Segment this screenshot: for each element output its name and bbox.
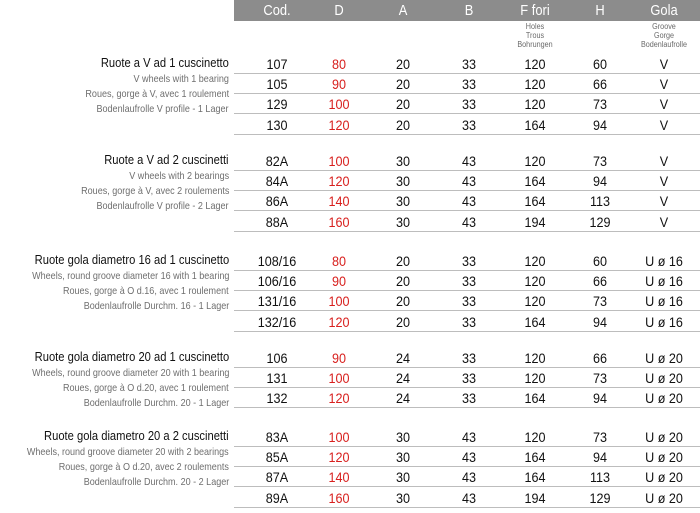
- cell-holes: 164: [524, 116, 546, 133]
- cell-a: 20: [395, 273, 411, 290]
- group-subtitle: Roues, gorge à V, avec 1 roulement: [85, 88, 229, 100]
- cell-b: 43: [461, 449, 477, 466]
- cell-h: 66: [592, 76, 608, 93]
- cell-code: 106/16: [257, 273, 297, 290]
- column-header-groove: Gola: [650, 2, 678, 19]
- cell-a: 24: [395, 350, 411, 366]
- cell-groove: U ø 20: [645, 370, 683, 387]
- cell-d: 140: [328, 193, 350, 210]
- cell-groove: U ø 20: [645, 429, 683, 445]
- cell-b: 43: [461, 153, 477, 169]
- cell-b: 43: [461, 213, 477, 230]
- cell-groove: V: [659, 173, 669, 190]
- row-rule: [234, 270, 700, 271]
- cell-a: 30: [395, 153, 411, 169]
- cell-h: 113: [589, 469, 611, 486]
- column-header-b: B: [464, 2, 474, 19]
- cell-a: 30: [395, 449, 411, 466]
- cell-holes: 164: [524, 313, 546, 330]
- cell-b: 33: [461, 390, 477, 407]
- row-rule: [234, 310, 700, 311]
- row-rule: [234, 73, 700, 74]
- cell-holes: 194: [524, 489, 546, 506]
- cell-groove: U ø 16: [645, 293, 683, 310]
- group-subtitle: Roues, gorge à V, avec 2 roulements: [80, 185, 229, 197]
- row-rule: [234, 290, 700, 291]
- cell-d: 90: [331, 76, 347, 93]
- cell-b: 43: [461, 173, 477, 190]
- cell-holes: 120: [524, 350, 546, 366]
- row-rule: [234, 331, 700, 332]
- cell-holes: 164: [524, 173, 546, 190]
- cell-d: 120: [328, 116, 350, 133]
- cell-a: 20: [395, 293, 411, 310]
- group-subtitle: Wheels, round groove diameter 16 with 1 bearing: [31, 270, 229, 282]
- cell-groove: U ø 20: [645, 449, 683, 466]
- cell-groove: U ø 16: [645, 313, 683, 330]
- cell-code: 85A: [265, 449, 289, 466]
- cell-groove: U ø 20: [645, 390, 683, 407]
- cell-d: 100: [328, 370, 350, 387]
- cell-groove: V: [659, 213, 669, 230]
- cell-holes: 120: [524, 293, 546, 310]
- cell-holes: 120: [524, 96, 546, 113]
- cell-b: 33: [461, 56, 477, 72]
- cell-a: 24: [395, 390, 411, 407]
- holes-sublabel-line: Holes: [525, 22, 545, 31]
- group-title: Ruote a V ad 2 cuscinetti: [104, 152, 229, 167]
- group-subtitle: Bodenlaufrolle Durchm. 16 - 1 Lager: [83, 300, 229, 312]
- cell-groove: V: [659, 153, 669, 169]
- cell-d: 100: [328, 96, 350, 113]
- cell-h: 73: [592, 96, 608, 113]
- cell-b: 33: [461, 293, 477, 310]
- cell-groove: V: [659, 96, 669, 113]
- group-subtitle: Bodenlaufrolle Durchm. 20 - 2 Lager: [83, 476, 229, 488]
- column-header-a: A: [398, 2, 408, 19]
- cell-a: 30: [395, 469, 411, 486]
- cell-d: 100: [328, 293, 350, 310]
- cell-a: 30: [395, 213, 411, 230]
- group-subtitle: Wheels, round groove diameter 20 with 1 bearing: [31, 367, 229, 379]
- cell-h: 60: [592, 56, 608, 72]
- cell-d: 120: [328, 313, 350, 330]
- cell-h: 129: [589, 213, 611, 230]
- column-header-code: Cod.: [263, 2, 291, 19]
- cell-holes: 120: [524, 429, 546, 445]
- cell-b: 33: [461, 253, 477, 269]
- cell-h: 66: [592, 273, 608, 290]
- cell-a: 20: [395, 253, 411, 269]
- cell-h: 94: [592, 313, 608, 330]
- cell-a: 30: [395, 489, 411, 506]
- cell-holes: 120: [524, 76, 546, 93]
- cell-groove: U ø 20: [645, 350, 683, 366]
- group-subtitle: Wheels, round groove diameter 20 with 2 bearings: [27, 446, 229, 458]
- cell-groove: U ø 16: [645, 253, 683, 269]
- row-rule: [234, 93, 700, 94]
- cell-groove: V: [659, 56, 669, 72]
- cell-code: 132/16: [257, 313, 297, 330]
- cell-groove: V: [659, 116, 669, 133]
- group-subtitle: V wheels with 1 bearing: [133, 73, 229, 85]
- cell-code: 107: [266, 56, 288, 72]
- cell-d: 80: [331, 253, 347, 269]
- row-rule: [234, 507, 700, 508]
- cell-code: 108/16: [257, 253, 297, 269]
- cell-code: 132: [266, 390, 288, 407]
- column-header-h: H: [595, 2, 605, 19]
- cell-b: 33: [461, 273, 477, 290]
- row-rule: [234, 367, 700, 368]
- group-title: Ruote gola diametro 16 ad 1 cuscinetto: [34, 252, 229, 267]
- holes-sublabel: [517, 22, 552, 49]
- cell-h: 129: [589, 489, 611, 506]
- cell-h: 94: [592, 173, 608, 190]
- group-subtitle: Roues, gorge à O d.16, avec 1 roulement: [63, 285, 229, 297]
- cell-h: 73: [592, 429, 608, 445]
- cell-a: 20: [395, 96, 411, 113]
- cell-groove: U ø 20: [645, 489, 683, 506]
- cell-d: 160: [328, 489, 350, 506]
- cell-code: 129: [266, 96, 288, 113]
- cell-a: 20: [395, 116, 411, 133]
- groove-sublabel-line: Gorge: [653, 31, 674, 40]
- cell-d: 140: [328, 469, 350, 486]
- cell-code: 88A: [265, 213, 289, 230]
- cell-b: 43: [461, 429, 477, 445]
- cell-code: 89A: [265, 489, 289, 506]
- cell-h: 73: [592, 153, 608, 169]
- cell-holes: 164: [524, 469, 546, 486]
- group-title: Ruote gola diametro 20 ad 1 cuscinetto: [34, 349, 229, 364]
- cell-b: 33: [461, 350, 477, 366]
- cell-b: 33: [461, 96, 477, 113]
- cell-a: 20: [395, 313, 411, 330]
- row-rule: [234, 134, 700, 135]
- cell-d: 90: [331, 273, 347, 290]
- cell-d: 90: [331, 350, 347, 366]
- group-subtitle: Bodenlaufrolle V profile - 2 Lager: [96, 200, 229, 212]
- group-title: Ruote a V ad 1 cuscinetto: [100, 55, 229, 70]
- holes-sublabel-line: Bohrungen: [517, 40, 553, 49]
- row-rule: [234, 170, 700, 171]
- cell-code: 84A: [265, 173, 289, 190]
- group-subtitle: V wheels with 2 bearings: [129, 170, 229, 182]
- cell-code: 131/16: [257, 293, 297, 310]
- cell-a: 30: [395, 173, 411, 190]
- cell-h: 94: [592, 390, 608, 407]
- cell-groove: U ø 20: [645, 469, 683, 486]
- row-rule: [234, 486, 700, 487]
- group-title: Ruote gola diametro 20 a 2 cuscinetti: [44, 428, 229, 443]
- cell-holes: 164: [524, 390, 546, 407]
- row-rule: [234, 231, 700, 232]
- cell-holes: 164: [524, 193, 546, 210]
- cell-b: 33: [461, 76, 477, 93]
- cell-groove: V: [659, 76, 669, 93]
- cell-holes: 120: [524, 56, 546, 72]
- cell-holes: 194: [524, 213, 546, 230]
- cell-code: 130: [266, 116, 288, 133]
- cell-d: 160: [328, 213, 350, 230]
- row-rule: [234, 387, 700, 388]
- cell-d: 100: [328, 429, 350, 445]
- cell-b: 33: [461, 116, 477, 133]
- group-subtitle: Bodenlaufrolle V profile - 1 Lager: [96, 103, 229, 115]
- holes-sublabel-line: Trous: [525, 31, 545, 40]
- row-rule: [234, 407, 700, 408]
- column-header-d: D: [334, 2, 344, 19]
- cell-b: 43: [461, 193, 477, 210]
- cell-holes: 120: [524, 273, 546, 290]
- row-rule: [234, 466, 700, 467]
- cell-b: 33: [461, 370, 477, 387]
- cell-a: 20: [395, 76, 411, 93]
- row-rule: [234, 113, 700, 114]
- cell-d: 120: [328, 173, 350, 190]
- cell-d: 100: [328, 153, 350, 169]
- cell-h: 113: [589, 193, 611, 210]
- cell-code: 131: [266, 370, 288, 387]
- cell-holes: 120: [524, 370, 546, 387]
- cell-holes: 120: [524, 253, 546, 269]
- cell-a: 20: [395, 56, 411, 72]
- row-rule: [234, 190, 700, 191]
- groove-sublabel-line: Bodenlaufrolle: [640, 40, 688, 49]
- cell-h: 60: [592, 253, 608, 269]
- cell-a: 30: [395, 193, 411, 210]
- cell-code: 106: [266, 350, 288, 366]
- group-subtitle: Roues, gorge à O d.20, avec 1 roulement: [63, 382, 229, 394]
- cell-h: 73: [592, 370, 608, 387]
- cell-d: 120: [328, 390, 350, 407]
- row-rule: [234, 446, 700, 447]
- group-subtitle: Roues, gorge à O d.20, avec 2 roulements: [58, 461, 229, 473]
- row-rule: [234, 210, 700, 211]
- cell-a: 24: [395, 370, 411, 387]
- cell-h: 94: [592, 116, 608, 133]
- cell-code: 105: [266, 76, 288, 93]
- cell-code: 87A: [265, 469, 289, 486]
- groove-sublabel: [641, 22, 687, 49]
- column-header-holes: F fori: [520, 2, 550, 19]
- cell-h: 66: [592, 350, 608, 366]
- cell-holes: 164: [524, 449, 546, 466]
- cell-groove: V: [659, 193, 669, 210]
- cell-h: 73: [592, 293, 608, 310]
- cell-d: 120: [328, 449, 350, 466]
- cell-groove: U ø 16: [645, 273, 683, 290]
- cell-h: 94: [592, 449, 608, 466]
- cell-d: 80: [331, 56, 347, 72]
- cell-b: 43: [461, 469, 477, 486]
- group-subtitle: Bodenlaufrolle Durchm. 20 - 1 Lager: [83, 397, 229, 409]
- cell-a: 30: [395, 429, 411, 445]
- cell-holes: 120: [524, 153, 546, 169]
- cell-b: 43: [461, 489, 477, 506]
- groove-sublabel-line: Groove: [652, 22, 676, 31]
- cell-code: 86A: [265, 193, 289, 210]
- cell-code: 82A: [265, 153, 289, 169]
- cell-b: 33: [461, 313, 477, 330]
- cell-code: 83A: [265, 429, 289, 445]
